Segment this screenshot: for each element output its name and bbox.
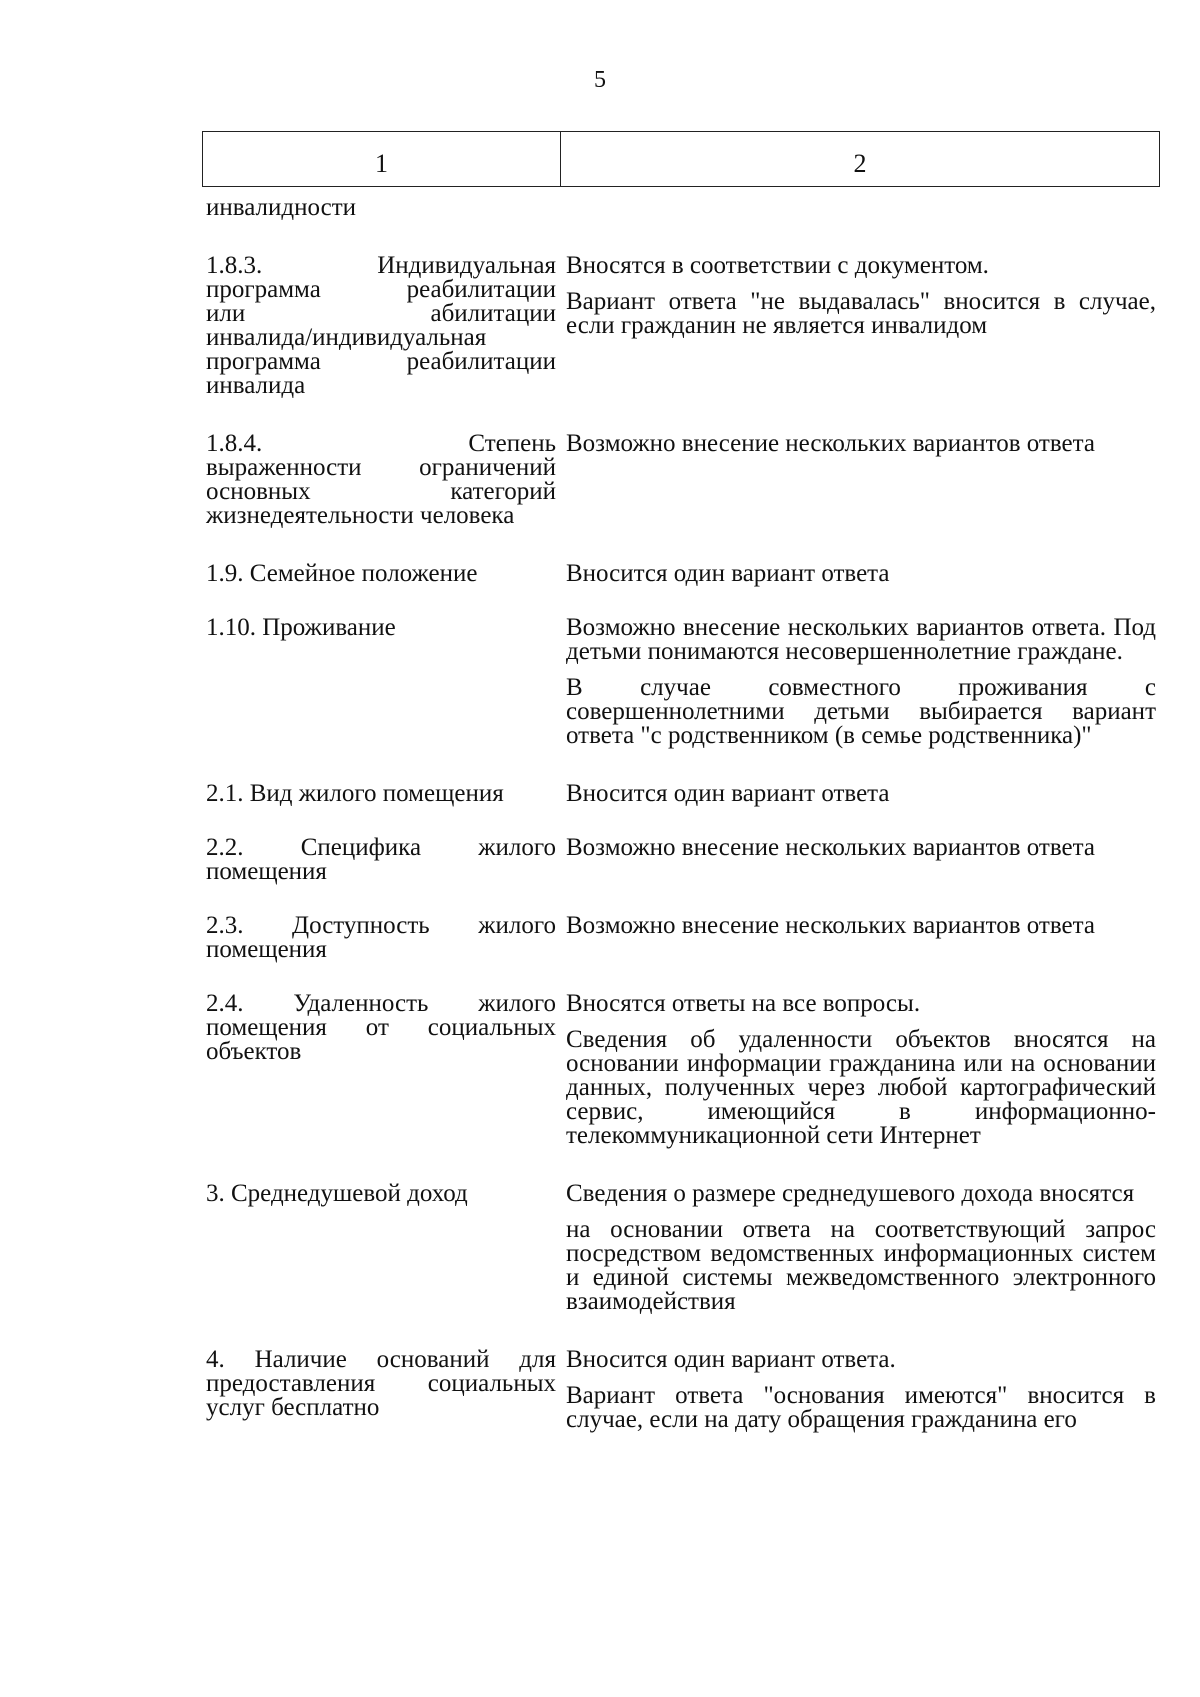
description-paragraph: на основании ответа на соответствующий запрос посредством ведомственных информационных систем и единой системы межведомственного электронного взаимодействия xyxy=(566,1216,1156,1315)
description-paragraph: Возможно внесение нескольких вариантов ответа. Под детьми понимаются несовершеннолетние граждане. xyxy=(566,614,1156,665)
table-row xyxy=(206,914,1156,962)
description-paragraph: Сведения о размере среднедушевого дохода вносятся xyxy=(566,1180,1135,1207)
description-paragraph: В случае совместного проживания с совершеннолетними детьми выбирается вариант ответа "с родственником (в семье родственника)" xyxy=(566,674,1156,749)
description-paragraph: Возможно внесение нескольких вариантов ответа xyxy=(566,912,1095,939)
table-row-continuation xyxy=(206,196,1156,220)
row-description xyxy=(566,782,1156,806)
row-description xyxy=(566,992,1156,1148)
label-line: услуг бесплатно xyxy=(206,1394,380,1421)
table-header xyxy=(202,131,1160,187)
row-description xyxy=(566,914,1156,938)
label-line: помещения xyxy=(206,936,327,963)
description-paragraph: Вносятся ответы на все вопросы. xyxy=(566,990,921,1017)
label-line: программа реабилитации xyxy=(206,276,556,303)
row-description xyxy=(566,616,1156,748)
row-label xyxy=(206,254,556,398)
table-row xyxy=(206,562,1156,586)
label-line: выраженности ограничений xyxy=(206,454,556,481)
label-line: инвалида xyxy=(206,372,306,399)
label-line: объектов xyxy=(206,1038,302,1065)
description-paragraph: Вносится один вариант ответа. xyxy=(566,1346,896,1373)
table-header-col1: 1 xyxy=(203,132,561,186)
label-line: 1.8.4. Степень xyxy=(206,430,556,457)
description-paragraph: Вносится один вариант ответа xyxy=(566,560,890,587)
row-label xyxy=(206,1348,556,1420)
table-row xyxy=(206,992,1156,1148)
table-body xyxy=(206,196,1156,1432)
label-line: 1.8.3. Индивидуальная xyxy=(206,252,556,279)
row-label xyxy=(206,1182,556,1206)
table-header-col2: 2 xyxy=(853,149,867,178)
row-label xyxy=(206,914,556,962)
row-description xyxy=(566,836,1156,860)
label-line: 2.2. Специфика жилого xyxy=(206,834,556,861)
label-line: 1.9. Семейное положение xyxy=(206,560,478,587)
label-line: 2.4. Удаленность жилого xyxy=(206,990,556,1017)
row-description xyxy=(566,1182,1156,1314)
label-line: 2.1. Вид жилого помещения xyxy=(206,780,504,807)
label-line: 2.3. Доступность жилого xyxy=(206,912,556,939)
row-label xyxy=(206,782,556,806)
label-line: 1.10. Проживание xyxy=(206,614,396,641)
label-line: 3. Среднедушевой доход xyxy=(206,1180,468,1207)
label-line: 4. Наличие оснований для xyxy=(206,1346,556,1373)
row-label xyxy=(206,836,556,884)
row-description xyxy=(566,254,1156,338)
table-row xyxy=(206,1348,1156,1432)
table-row xyxy=(206,782,1156,806)
label-line: помещения от социальных xyxy=(206,1014,556,1041)
row-label xyxy=(206,562,556,586)
row-label xyxy=(206,992,556,1064)
label-line: предоставления социальных xyxy=(206,1370,556,1397)
row-description xyxy=(566,432,1156,456)
label-line: основных категорий xyxy=(206,478,556,505)
description-paragraph: Возможно внесение нескольких вариантов ответа xyxy=(566,430,1095,457)
page-number: 5 xyxy=(594,67,606,93)
description-paragraph: Возможно внесение нескольких вариантов ответа xyxy=(566,834,1095,861)
continuation-text: инвалидности xyxy=(206,194,357,221)
description-paragraph: Вносятся в соответствии с документом. xyxy=(566,252,989,279)
label-line: инвалида/индивидуальная xyxy=(206,324,487,351)
label-line: программа реабилитации xyxy=(206,348,556,375)
description-paragraph: Сведения об удаленности объектов вносятся на основании информации гражданина или на основании данных, полученных через любой картографический сервис, имеющийся в информационно-телекоммуникационной сети Интернет xyxy=(566,1026,1156,1149)
label-line: или абилитации xyxy=(206,300,556,327)
description-paragraph: Вариант ответа "основания имеются" вносится в случае, если на дату обращения гражданина его xyxy=(566,1382,1156,1433)
row-label xyxy=(206,616,556,640)
row-description xyxy=(566,562,1156,586)
table-row xyxy=(206,836,1156,884)
table-row xyxy=(206,616,1156,748)
description-paragraph: Вариант ответа "не выдавалась" вносится в случае, если гражданин не является инвалидом xyxy=(566,288,1156,339)
row-description xyxy=(566,1348,1156,1432)
description-paragraph: Вносится один вариант ответа xyxy=(566,780,890,807)
table-row xyxy=(206,432,1156,528)
row-label xyxy=(206,432,556,528)
table-row xyxy=(206,1182,1156,1314)
label-line: жизнедеятельности человека xyxy=(206,502,515,529)
table-row xyxy=(206,254,1156,398)
label-line: помещения xyxy=(206,858,327,885)
